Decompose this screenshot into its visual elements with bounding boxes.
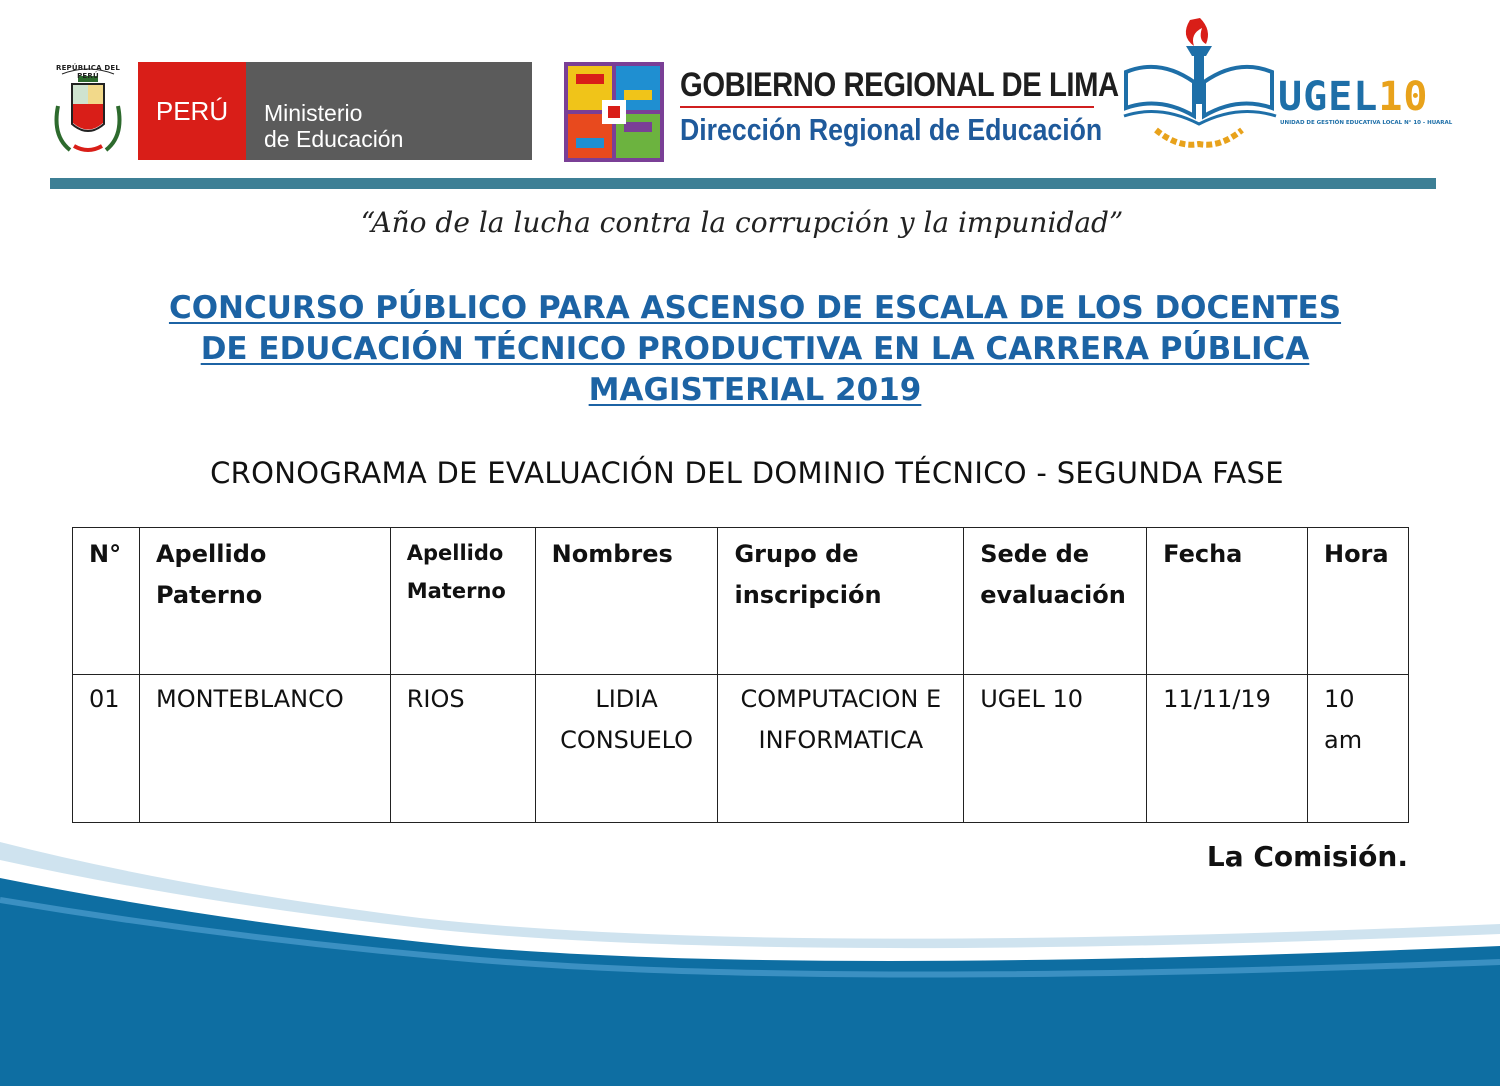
schedule-table [72, 527, 1409, 823]
header-cell-apellido-materno: Apellido Materno [390, 528, 535, 675]
ugel-wordmark-prefix: UGEL [1278, 74, 1379, 120]
schedule-subtitle: CRONOGRAMA DE EVALUACIÓN DEL DOMINIO TÉCNICO - SEGUNDA FASE [210, 456, 1284, 490]
cell-number: 01 [73, 675, 140, 823]
peru-coat-of-arms-icon [48, 66, 128, 160]
open-book-torch-icon [1120, 12, 1280, 162]
table-header-row [73, 528, 1409, 675]
header-cell-fecha: Fecha [1147, 528, 1308, 675]
cell-apellido-paterno: MONTEBLANCO [139, 675, 390, 823]
seal-text: REPÚBLICA DEL PERÚ [55, 64, 121, 80]
signature: La Comisión. [1206, 840, 1408, 873]
header-cell-grupo: Grupo de inscripción [718, 528, 964, 675]
gore-title: GOBIERNO REGIONAL DE LIMA [680, 66, 1119, 104]
gore-divider [680, 106, 1094, 108]
cell-hora: 10 am [1307, 675, 1408, 823]
ugel-tagline: UNIDAD DE GESTIÓN EDUCATIVA LOCAL N° 10 - HUARAL [1280, 120, 1453, 126]
ministry-line-1: Ministerio [264, 100, 363, 126]
header-cell-sede: Sede de evaluación [964, 528, 1147, 675]
gobierno-regional-logo [562, 60, 1119, 164]
cell-fecha: 11/11/19 [1147, 675, 1308, 823]
gore-subtitle: Dirección Regional de Educación [680, 112, 1103, 147]
header-cell-apellido-paterno: Apellido Paterno [139, 528, 390, 675]
ugel-logo [1120, 12, 1453, 162]
year-motto: “Año de la lucha contra la corrupción y la impunidad” [360, 206, 1124, 239]
ministerio-logo [48, 62, 532, 160]
cell-nombres: LIDIA CONSUELO [535, 675, 718, 823]
gore-geometric-icon [562, 60, 666, 164]
cell-apellido-materno: RIOS [390, 675, 535, 823]
cell-grupo: COMPUTACION E INFORMATICA [718, 675, 964, 823]
ugel-wordmark-number: 10 [1378, 74, 1429, 120]
header-cell-hora: Hora [1307, 528, 1408, 675]
header-divider [50, 178, 1436, 189]
header-cell-nombres: Nombres [535, 528, 718, 675]
peru-brand-block: PERÚ [138, 62, 246, 160]
main-title [60, 288, 1450, 411]
ugel-wordmark [1278, 74, 1429, 120]
cell-sede: UGEL 10 [964, 675, 1147, 823]
header-cell-number: N° [73, 528, 140, 675]
title-line: DE EDUCACIÓN TÉCNICO PRODUCTIVA EN LA CARRERA PÚBLICA [200, 331, 1310, 367]
ministry-line-2: de Educación [264, 126, 404, 152]
title-line: MAGISTERIAL 2019 [588, 372, 922, 408]
ministry-name-block [246, 62, 532, 160]
title-line: CONCURSO PÚBLICO PARA ASCENSO DE ESCALA DE LOS DOCENTES [168, 290, 1342, 326]
